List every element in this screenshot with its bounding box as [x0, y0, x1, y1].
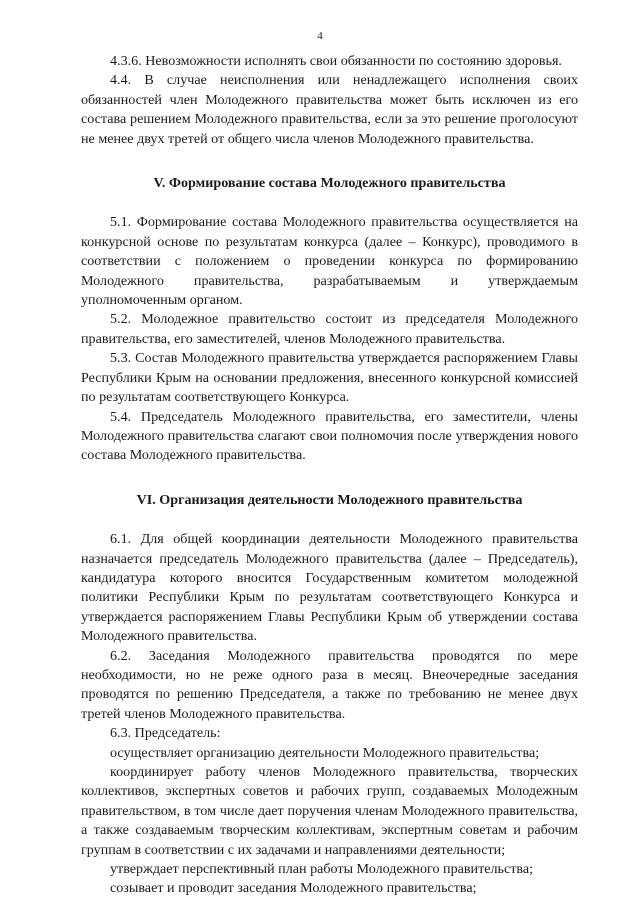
list-item-plan: утверждает перспективный план работы Молодежного правительства; — [110, 861, 533, 878]
list-item-coordination: координирует работу членов Молодежного правительства, творческих коллективов, экспертных советов и рабочих групп, создаваемых Молодежным правительством, в том числе дает поручения членам Молодежного правительства, а также создаваемым творческим коллективам, экспертным советам и рабочим группам в соответствии с их задачами и направлениями деятельности; — [81, 764, 578, 858]
list-item-organization: осуществляет организацию деятельности Молодежного правительства; — [110, 744, 540, 761]
paragraph-5-3: 5.3. Состав Молодежного правительства утверждается распоряжением Главы Республики Крым на основании предложения, внесенного конкурсной комиссией по результатам соответствующего Конкурса. — [81, 350, 578, 406]
page-number: 4 — [317, 30, 323, 42]
paragraph-5-2: 5.2. Молодежное правительство состоит из председателя Молодежного правительства, его заместителей, членов Молодежного правительства. — [81, 311, 578, 347]
paragraph-6-1: 6.1. Для общей координации деятельности Молодежного правительства назначается председатель Молодежного правительства (далее – Председатель), кандидатура которого вносится Государственным комитетом молодежной политики Республики Крым по результатам соответствующего Конкурса и утверждается распоряжением Главы Республики Крым об утверждении состава Молодежного правительства. — [81, 531, 578, 645]
list-item-meetings: созывает и проводит заседания Молодежного правительства; — [110, 880, 477, 897]
document-body — [81, 52, 578, 899]
paragraph-5-4: 5.4. Председатель Молодежного правительства, его заместители, члены Молодежного правительства слагают свои полномочия после утверждения нового состава Молодежного правительства. — [81, 408, 578, 464]
paragraph-5-1: 5.1. Формирование состава Молодежного правительства осуществляется на конкурсной основе по результатам конкурса (далее – Конкурс), проводимого в соответствии с положением о проведении конкурса по формированию Молодежного правительства, разрабатываемым и утверждаемым уполномоченным органом. — [81, 214, 578, 309]
paragraph-4-3-6: 4.3.6. Невозможности исполнять свои обязанности по состоянию здоровья. — [110, 53, 562, 69]
paragraph-6-2: 6.2. Заседания Молодежного правительства проводятся по мере необходимости, но не реже одного раза в месяц. Внеочередные заседания проводятся по решению Председателя, а также по требованию не менее двух третей членов Молодежного правительства. — [81, 647, 578, 722]
section-6-title: VI. Организация деятельности Молодежного правительства — [136, 491, 523, 508]
section-5-title: V. Формирование состава Молодежного правительства — [153, 175, 506, 192]
paragraph-4-4: 4.4. В случае неисполнения или ненадлежащего исполнения своих обязанностей член Молодежного правительства может быть исключен из его состава решением Молодежного правительства, если за это решение проголосуют не менее двух третей от общего числа членов Молодежного правительства. — [81, 72, 578, 147]
paragraph-6-3: 6.3. Председатель: — [110, 725, 221, 742]
